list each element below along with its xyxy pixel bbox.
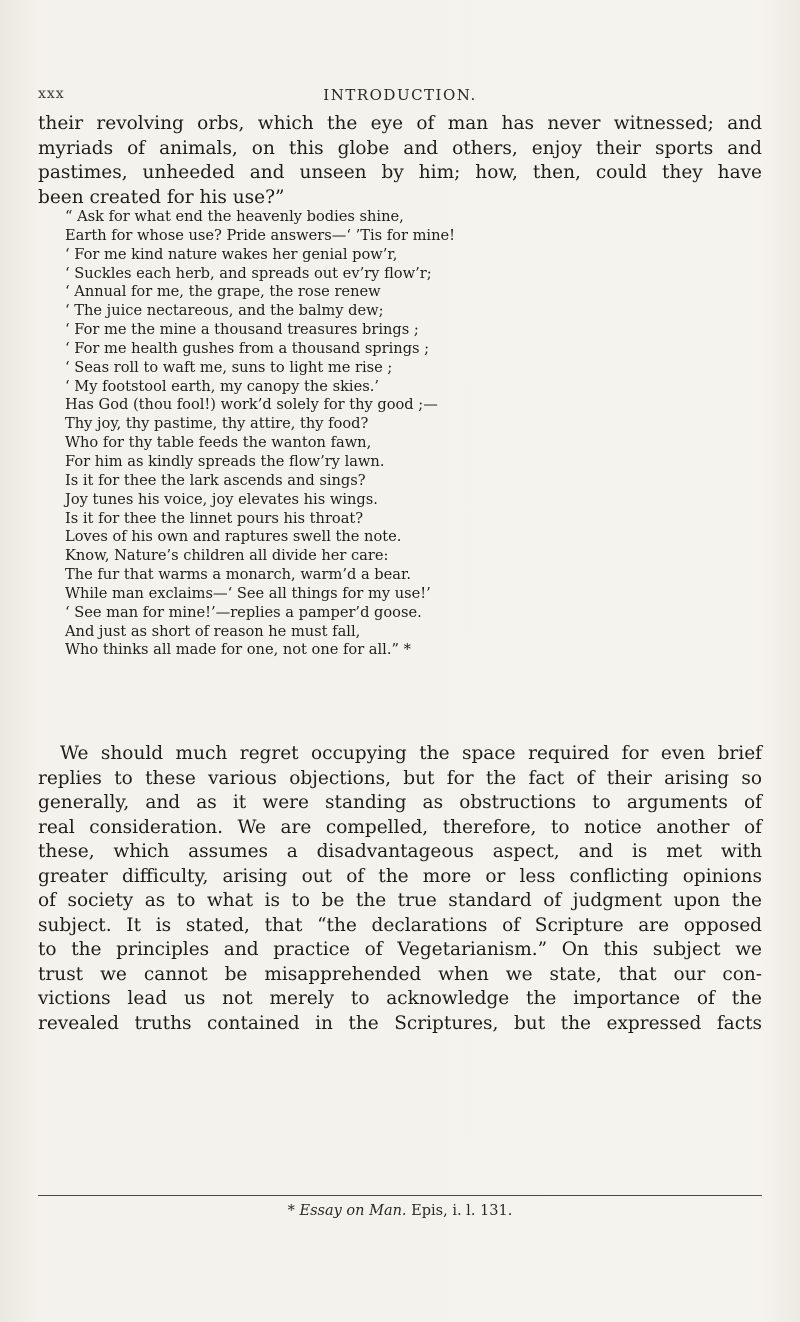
footnote-work-title: Essay on Man. <box>299 1203 407 1219</box>
verse-line: ‘ Seas roll to waft me, suns to light me rise ; <box>65 358 393 376</box>
verse-line: Know, Nature’s children all divide her care: <box>65 547 389 565</box>
verse-line: “ Ask for what end the heavenly bodies shine, <box>65 208 404 225</box>
verse-line: Has God (thou fool!) work’d solely for thy good ;— <box>65 396 438 414</box>
text-line: real consideration. We are compelled, therefore, to notice another of <box>38 816 762 838</box>
verse-line: ‘ For me health gushes from a thousand springs ; <box>65 339 430 357</box>
intro-paragraph <box>38 112 762 210</box>
verse-line: Who for thy table feeds the wanton fawn, <box>65 434 372 452</box>
verse-line: ‘ Suckles each herb, and spreads out ev’ry flow’r; <box>65 264 432 282</box>
footnote <box>0 1203 800 1219</box>
text-line: We should much regret occupying the space required for even brief <box>60 743 762 764</box>
verse-line: Joy tunes his voice, joy elevates his wings. <box>65 490 378 508</box>
text-line: of society as to what is to be the true standard of judgment upon the <box>38 890 762 911</box>
verse-line: For him as kindly spreads the flow’ry lawn. <box>65 452 385 470</box>
footnote-marker: * <box>287 1203 295 1219</box>
running-head-title: INTRODUCTION. <box>323 86 477 104</box>
text-line: these, which assumes a disadvantageous aspect, and is met with <box>38 841 762 862</box>
body-paragraph <box>38 742 762 1036</box>
text-line: greater difficulty, arising out of the more or less conflicting opinions <box>38 865 762 887</box>
verse-line: Loves of his own and raptures swell the note. <box>65 528 402 546</box>
text-line: generally, and as it were standing as obstructions to arguments of <box>38 792 762 813</box>
verse-line: Who thinks all made for one, not one for all.” * <box>65 641 411 659</box>
text-line: revealed truths contained in the Scriptures, but the expressed facts <box>38 1012 762 1034</box>
text-line: victions lead us not merely to acknowledge the importance of the <box>38 988 762 1009</box>
verse-line: Earth for whose use? Pride answers—‘ ’Tis for mine! <box>65 226 455 244</box>
text-line: pastimes, unheeded and unseen by him; how, then, could they have <box>38 162 762 183</box>
verse-line: ‘ For me kind nature wakes her genial pow’r, <box>65 245 398 263</box>
verse-line: Is it for thee the linnet pours his throat? <box>65 509 364 527</box>
verse-line: Thy joy, thy pastime, thy attire, thy food? <box>65 415 369 433</box>
verse-line: The fur that warms a monarch, warm’d a bear. <box>65 566 411 584</box>
verse-line: ‘ See man for mine!’—replies a pamper’d goose. <box>65 603 422 621</box>
verse-line: ‘ The juice nectareous, and the balmy dew; <box>65 302 384 320</box>
verse-line: While man exclaims—‘ See all things for my use!’ <box>65 584 431 602</box>
text-line: trust we cannot be misapprehended when we state, that our con- <box>38 963 762 985</box>
verse-line: ‘ For me the mine a thousand treasures brings ; <box>65 321 419 339</box>
text-line: their revolving orbs, which the eye of man has never witnessed; and <box>38 113 762 134</box>
verse-quotation <box>65 208 765 660</box>
running-head <box>0 86 800 110</box>
footnote-reference: Epis, i. l. 131. <box>411 1203 513 1219</box>
text-line: subject. It is stated, that “the declarations of Scripture are opposed <box>38 914 762 936</box>
verse-line: And just as short of reason he must fall, <box>65 622 361 640</box>
verse-line: Is it for thee the lark ascends and sings? <box>65 471 366 489</box>
footnote-divider <box>38 1195 762 1196</box>
text-line: to the principles and practice of Vegetarianism.” On this subject we <box>38 939 762 960</box>
verse-line: ‘ My footstool earth, my canopy the skies.’ <box>65 377 379 395</box>
page-number: xxx <box>38 86 65 102</box>
text-line: replies to these various objections, but for the fact of their arising so <box>38 767 762 789</box>
verse-line: ‘ Annual for me, the grape, the rose renew <box>65 283 381 301</box>
text-line: myriads of animals, on this globe and others, enjoy their sports and <box>38 137 762 159</box>
text-line: been created for his use?” <box>38 186 285 208</box>
